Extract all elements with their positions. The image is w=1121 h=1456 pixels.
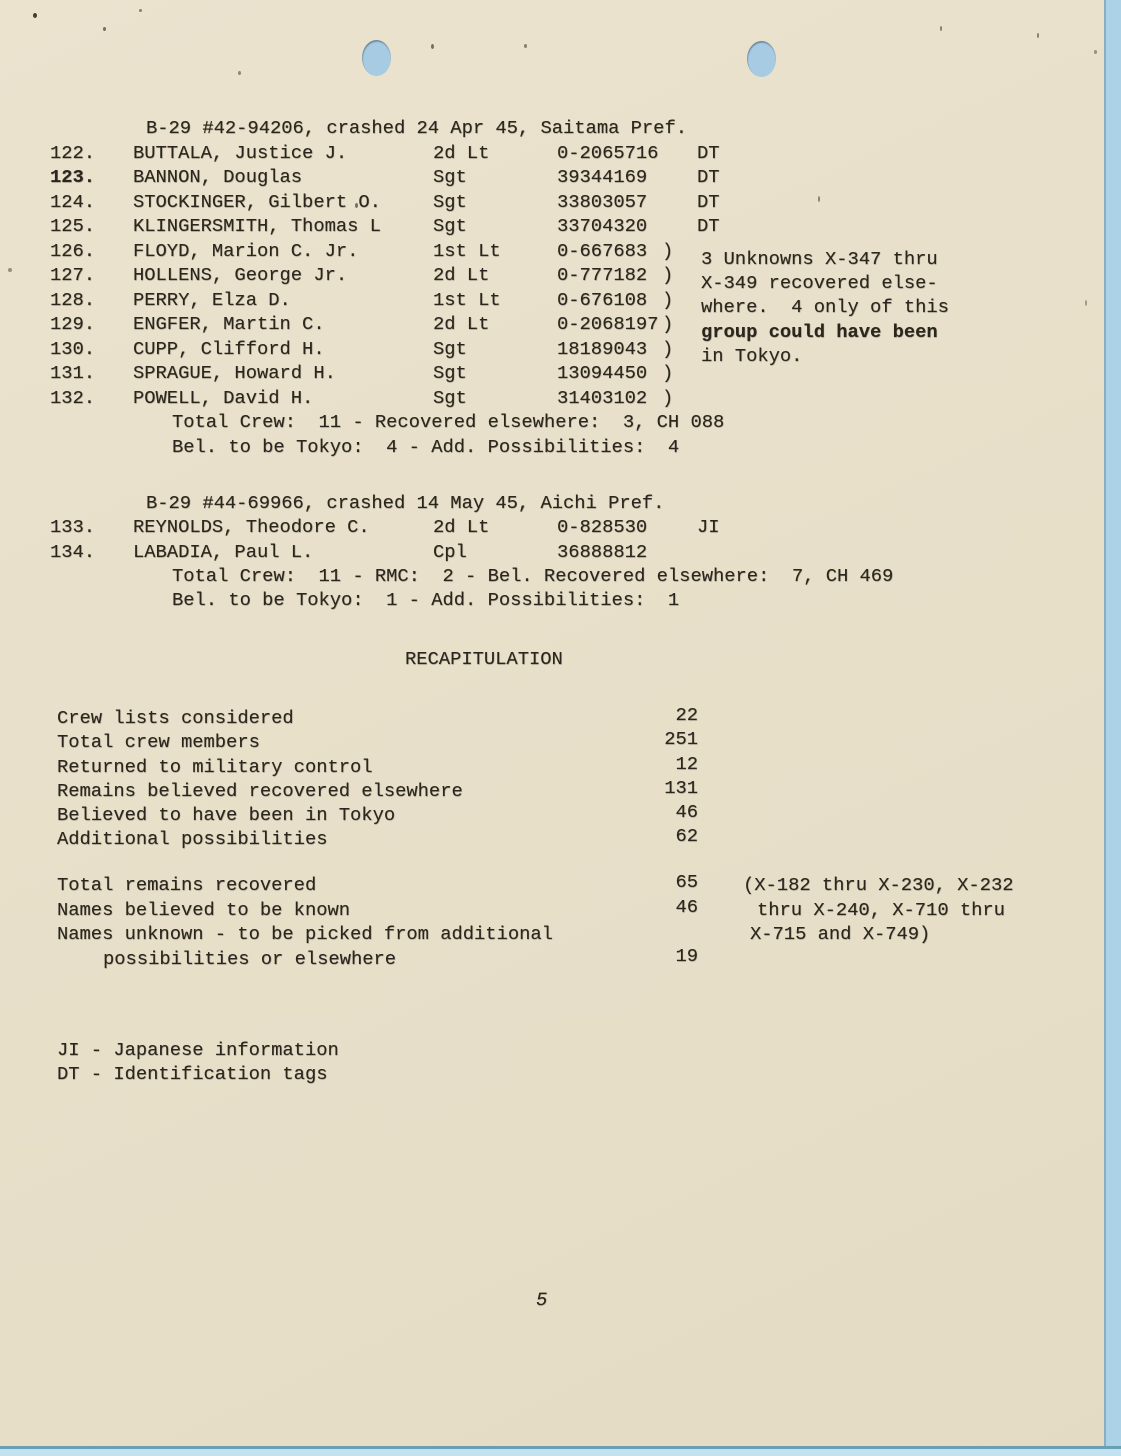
ink-speck [1037, 33, 1039, 38]
crew-number: 134. [50, 541, 96, 563]
recap-value: 12 [675, 753, 698, 775]
crew-name: CUPP, Clifford H. [133, 338, 325, 360]
crew-number: 127. [50, 264, 96, 286]
recap-label: Returned to military control [57, 756, 373, 778]
crew-name: FLOYD, Marion C. Jr. [133, 240, 359, 262]
group-header: B-29 #44-69966, crashed 14 May 45, Aichi Pref. [146, 492, 665, 514]
crew-number: 126. [50, 240, 96, 262]
crew-number: 128. [50, 289, 96, 311]
ink-speck [940, 26, 942, 31]
ink-speck [139, 9, 142, 12]
crew-rank: Sgt [433, 191, 467, 213]
recap-value: 251 [664, 728, 698, 750]
totals-line: Total Crew: 11 - Recovered elsewhere: 3, CH 088 [172, 411, 725, 433]
crew-number: 124. [50, 191, 96, 213]
ink-speck [103, 27, 106, 31]
crew-tag: DT [697, 191, 720, 213]
ink-speck [524, 44, 527, 48]
crew-name: HOLLENS, George Jr. [133, 264, 348, 286]
crew-rank: 2d Lt [433, 264, 490, 286]
ink-speck [1085, 300, 1087, 306]
crew-tag: DT [697, 142, 720, 164]
crew-serial: 33704320 [557, 215, 648, 237]
ink-speck [33, 13, 37, 18]
crew-rank: 1st Lt [433, 289, 501, 311]
crew-serial: 0-2068197 [557, 313, 659, 335]
recap-label: Remains believed recovered elsewhere [57, 780, 463, 802]
brace-mark: ) [662, 387, 674, 409]
crew-number: 129. [50, 313, 96, 335]
crew-name: LABADIA, Paul L. [133, 541, 314, 563]
crew-rank: 2d Lt [433, 313, 490, 335]
crew-rank: 2d Lt [433, 142, 490, 164]
totals-line: Bel. to be Tokyo: 1 - Add. Possibilities: 1 [172, 589, 680, 611]
totals-line: Bel. to be Tokyo: 4 - Add. Possibilities: 4 [172, 436, 680, 458]
crew-rank: Cpl [433, 541, 467, 563]
ink-speck [431, 44, 434, 49]
note-line: (X-182 thru X-230, X-232 [743, 874, 1014, 896]
crew-serial: 0-2065716 [557, 142, 659, 164]
crew-name: BANNON, Douglas [133, 166, 303, 188]
bottom-edge-backing [0, 1446, 1121, 1456]
crew-serial: 0-676108 [557, 289, 648, 311]
crew-rank: Sgt [433, 215, 467, 237]
recap-label: Believed to have been in Tokyo [57, 804, 396, 826]
crew-serial: 18189043 [557, 338, 648, 360]
recap-value: 19 [675, 945, 698, 967]
crew-name: POWELL, David H. [133, 387, 314, 409]
crew-serial: 31403102 [557, 387, 648, 409]
crew-name: KLINGERSMITH, Thomas L [133, 215, 381, 237]
recap-label: possibilities or elsewhere [103, 948, 397, 970]
crew-rank: 2d Lt [433, 516, 490, 538]
note-line: thru X-240, X-710 thru [757, 899, 1005, 921]
crew-tag: DT [697, 166, 720, 188]
crew-serial: 36888812 [557, 541, 648, 563]
crew-serial: 0-777182 [557, 264, 648, 286]
recap-label: Crew lists considered [57, 707, 294, 729]
note-line: group could have been [701, 321, 938, 343]
note-line: where. 4 only of this [701, 296, 949, 318]
ink-speck [1094, 50, 1097, 54]
brace-mark: ) [662, 313, 674, 335]
note-line: 3 Unknowns X-347 thru [701, 248, 938, 270]
crew-tag: JI [697, 516, 720, 538]
legend-line: DT - Identification tags [57, 1063, 328, 1085]
crew-name: ENGFER, Martin C. [133, 313, 325, 335]
recap-label: Total crew members [57, 731, 260, 753]
crew-serial: 0-667683 [557, 240, 648, 262]
recap-title: RECAPITULATION [405, 648, 563, 670]
recap-label: Names unknown - to be picked from additional [57, 923, 553, 945]
recap-label: Names believed to be known [57, 899, 351, 921]
recap-value: 22 [675, 704, 698, 726]
recap-value: 46 [675, 801, 698, 823]
crew-number: 133. [50, 516, 96, 538]
note-line: in Tokyo. [701, 345, 803, 367]
crew-number: 130. [50, 338, 96, 360]
recap-label: Additional possibilities [57, 828, 328, 850]
crew-number: 122. [50, 142, 96, 164]
ink-speck [8, 268, 12, 272]
crew-name: STOCKINGER, Gilbert O. [133, 191, 381, 213]
group-header: B-29 #42-94206, crashed 24 Apr 45, Saitama Pref. [146, 117, 687, 139]
page-number: 5 [534, 1289, 550, 1311]
ink-speck [238, 71, 241, 75]
crew-rank: Sgt [433, 387, 467, 409]
crew-number: 131. [50, 362, 96, 384]
ink-speck [818, 196, 820, 202]
recap-value: 46 [675, 896, 698, 918]
legend-line: JI - Japanese information [57, 1039, 339, 1061]
crew-rank: 1st Lt [433, 240, 501, 262]
right-edge-backing [1104, 0, 1121, 1456]
punch-hole [747, 41, 776, 77]
crew-serial: 33803057 [557, 191, 648, 213]
recap-value: 65 [675, 871, 698, 893]
brace-mark: ) [662, 338, 674, 360]
brace-mark: ) [662, 264, 674, 286]
crew-number: 125. [50, 215, 96, 237]
crew-rank: Sgt [433, 338, 467, 360]
punch-hole [362, 40, 391, 76]
crew-rank: Sgt [433, 362, 467, 384]
brace-mark: ) [662, 362, 674, 384]
crew-name: SPRAGUE, Howard H. [133, 362, 336, 384]
recap-value: 62 [675, 825, 698, 847]
crew-number: 132. [50, 387, 96, 409]
crew-name: REYNOLDS, Theodore C. [133, 516, 370, 538]
recap-value: 131 [664, 777, 698, 799]
crew-serial: 0-828530 [557, 516, 648, 538]
crew-serial: 13094450 [557, 362, 648, 384]
brace-mark: ) [662, 240, 674, 262]
crew-name: PERRY, Elza D. [133, 289, 291, 311]
brace-mark: ) [662, 289, 674, 311]
crew-name: BUTTALA, Justice J. [133, 142, 348, 164]
recap-label: Total remains recovered [57, 874, 317, 896]
crew-number: 123. [50, 166, 96, 188]
crew-rank: Sgt [433, 166, 467, 188]
crew-tag: DT [697, 215, 720, 237]
note-line: X-715 and X-749) [750, 923, 931, 945]
note-line: X-349 recovered else- [701, 272, 938, 294]
totals-line: Total Crew: 11 - RMC: 2 - Bel. Recovered elsewhere: 7, CH 469 [172, 565, 894, 587]
crew-serial: 39344169 [557, 166, 648, 188]
